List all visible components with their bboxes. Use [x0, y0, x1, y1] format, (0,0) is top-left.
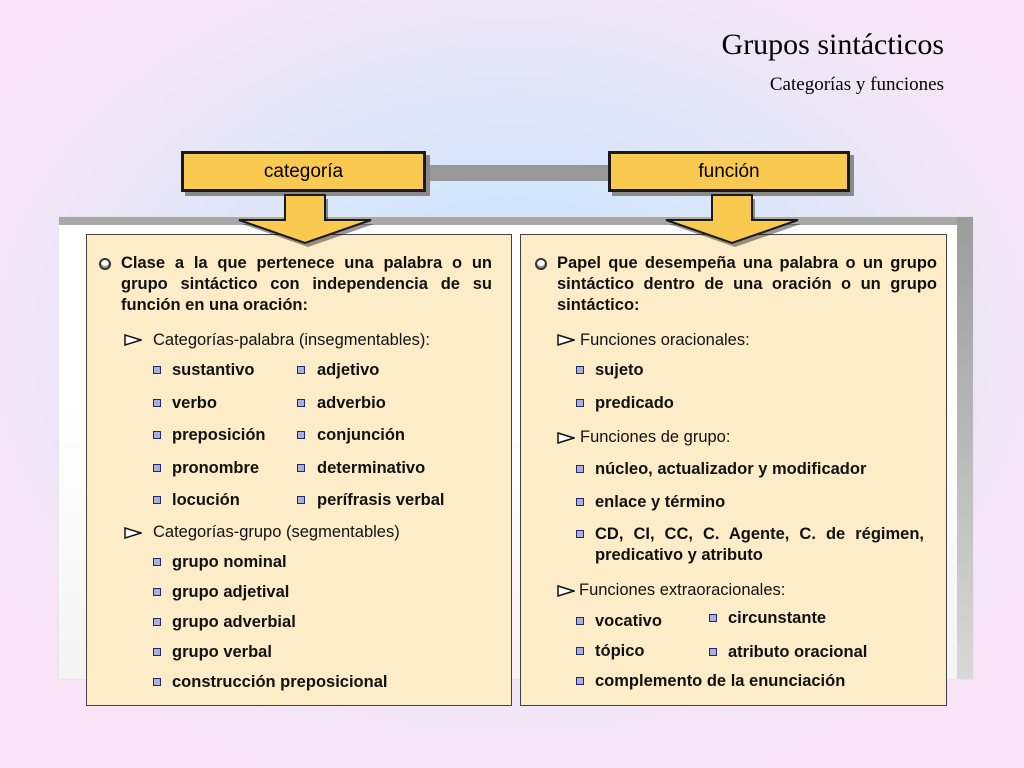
list-item: enlace y término [595, 493, 726, 511]
list-item: CD, CI, CC, C. Agente, C. de régimen, predicativo y atributo [595, 525, 924, 564]
bullet-square-icon [576, 617, 584, 625]
bullet-square-icon [153, 588, 161, 596]
bullet-circle-icon [535, 258, 547, 270]
bullet-square-icon [709, 614, 717, 622]
bullet-square-icon [153, 558, 161, 566]
bullet-square-icon [297, 431, 305, 439]
bullet-square-icon [576, 465, 584, 473]
list-item: vocativo [595, 612, 662, 630]
list-item: perífrasis verbal [317, 491, 445, 509]
list-item: grupo adjetival [172, 583, 290, 601]
bullet-square-icon [297, 366, 305, 374]
bullet-square-icon [153, 399, 161, 407]
bullet-square-icon [576, 498, 584, 506]
section-label-funciones-oracionales: Funciones oracionales: [580, 331, 750, 349]
list-item: adjetivo [317, 361, 380, 379]
categoria-definition: Clase a la que pertenece una palabra o un grupo sintáctico con independencia de su función en una oración: [121, 254, 492, 314]
pointer-triangle-icon [124, 527, 142, 539]
slide-title: Grupos sintácticos [721, 28, 944, 61]
list-item: circunstante [728, 609, 827, 627]
bullet-circle-icon [99, 258, 111, 270]
categoria-header: categoría [181, 151, 426, 192]
bullet-square-icon [153, 648, 161, 656]
funcion-header: función [608, 151, 850, 192]
pointer-triangle-icon [124, 334, 142, 346]
list-item: determinativo [317, 459, 426, 477]
bullet-square-icon [153, 618, 161, 626]
list-item: adverbio [317, 394, 386, 412]
list-item: complemento de la enunciación [595, 672, 846, 690]
section-label-categorias-palabra: Categorías-palabra (insegmentables): [153, 331, 430, 349]
bullet-square-icon [576, 366, 584, 374]
bullet-square-icon [576, 530, 584, 538]
list-item: predicado [595, 394, 674, 412]
bullet-square-icon [153, 496, 161, 504]
list-item: pronombre [172, 459, 260, 477]
list-item: grupo nominal [172, 553, 287, 571]
bullet-square-icon [153, 431, 161, 439]
slide-subtitle: Categorías y funciones [769, 74, 944, 95]
list-item: locución [172, 491, 240, 509]
list-item: verbo [172, 394, 217, 412]
section-label-funciones-de-grupo: Funciones de grupo: [580, 428, 731, 446]
list-item: sustantivo [172, 361, 255, 379]
pointer-triangle-icon [557, 585, 575, 597]
list-item: conjunción [317, 426, 405, 444]
list-item: sujeto [595, 361, 644, 379]
bullet-square-icon [153, 366, 161, 374]
down-arrow-left [233, 194, 379, 248]
list-item: atributo oracional [728, 643, 868, 661]
pointer-triangle-icon [557, 432, 575, 444]
list-item: grupo adverbial [172, 613, 296, 631]
bullet-square-icon [297, 464, 305, 472]
list-item: construcción preposicional [172, 673, 388, 691]
bullet-square-icon [153, 678, 161, 686]
section-label-funciones-extraoracionales: Funciones extraoracionales: [579, 581, 786, 599]
pointer-triangle-icon [557, 334, 575, 346]
list-item: grupo verbal [172, 643, 272, 661]
list-item: núcleo, actualizador y modificador [595, 460, 867, 478]
section-label-categorias-grupo: Categorías-grupo (segmentables) [153, 523, 400, 541]
funcion-definition: Papel que desempeña una palabra o un grupo sintáctico dentro de una oración o un grupo sintáctico: [557, 254, 937, 314]
bullet-square-icon [709, 648, 717, 656]
bullet-square-icon [297, 399, 305, 407]
list-item: tópico [595, 642, 645, 660]
bullet-square-icon [576, 647, 584, 655]
bullet-square-icon [153, 464, 161, 472]
down-arrow-right [660, 194, 806, 248]
band-top-edge [59, 217, 973, 225]
bullet-square-icon [576, 399, 584, 407]
bullet-square-icon [297, 496, 305, 504]
header-connector [420, 165, 615, 181]
list-item: preposición [172, 426, 266, 444]
bullet-square-icon [576, 677, 584, 685]
band-side-edge [957, 217, 973, 679]
